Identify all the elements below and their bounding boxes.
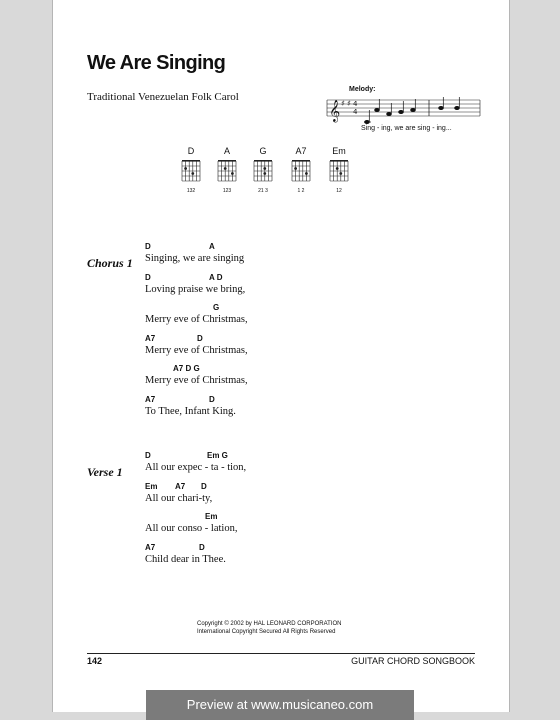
lyric-text: All our expec - ta - tion,: [145, 462, 247, 473]
chord-row: [145, 543, 226, 553]
song-title: We Are Singing: [87, 52, 226, 74]
chord-diagram-name: Em: [332, 146, 346, 156]
lyric-text: Merry eve of Christmas,: [145, 344, 248, 356]
chord-symbol: D: [197, 333, 203, 343]
lyric-text: Singing, we are singing: [145, 253, 245, 264]
song-subtitle: Traditional Venezuelan Folk Carol: [87, 91, 239, 103]
chord-diagram-name: A: [223, 146, 230, 156]
chord-symbol: G: [213, 303, 220, 312]
chord-symbol: A7: [145, 333, 156, 343]
chord-symbol: A7: [145, 542, 156, 552]
lyric-text: All our conso - lation,: [145, 523, 238, 534]
chord-grid: [180, 156, 202, 182]
chord-row: [145, 364, 248, 374]
chord-diagram-4: [325, 146, 353, 194]
chord-symbol: D: [209, 394, 215, 404]
chord-row: [145, 334, 248, 344]
lyric-text: Child dear in Thee.: [145, 553, 226, 565]
chord-diagram-name: A7: [295, 146, 307, 156]
chord-diagram-2: [249, 146, 277, 194]
lyric-line: [145, 364, 248, 387]
lyric-line: [145, 273, 245, 296]
lyric-line: [145, 543, 226, 566]
lyric-line: [145, 482, 212, 505]
chord-fingering: 123: [222, 188, 232, 194]
copyright-line: Copyright © 2002 by HAL LEONARD CORPORATION: [197, 621, 342, 627]
chord-row: [145, 451, 246, 461]
page-number: 142: [87, 656, 103, 666]
chord-row: [145, 273, 245, 283]
svg-text:4: 4: [353, 108, 358, 116]
lyric-line: [145, 303, 248, 326]
chord-diagram-name: G: [259, 146, 267, 156]
svg-text:𝄞: 𝄞: [329, 100, 341, 122]
lyric-text: Merry eve of Christmas,: [145, 375, 248, 386]
chord-row: [145, 482, 212, 492]
chord-grid: [216, 156, 238, 182]
chord-symbol: A7 D G: [173, 364, 200, 373]
melody-label: Melody:: [349, 86, 376, 93]
chord-row: [145, 512, 237, 522]
chord-symbol: Em: [145, 481, 158, 491]
lyric-line: [145, 242, 244, 265]
chord-diagram-0: [177, 146, 205, 194]
chord-row: [145, 242, 244, 252]
lyric-line: [145, 334, 248, 357]
lyric-line: [145, 395, 236, 418]
chord-row: [145, 303, 248, 313]
footer-rule: [87, 653, 475, 654]
chord-fingering: 1 2: [297, 188, 305, 194]
book-title: GUITAR CHORD SONGBOOK: [351, 656, 475, 666]
chord-symbol: Em: [205, 512, 218, 521]
lyric-text: To Thee, Infant King.: [145, 405, 236, 417]
chord-diagram-3: [287, 146, 315, 194]
chord-symbol: A: [209, 242, 215, 251]
chord-grid: [252, 156, 274, 182]
svg-text:♯: ♯: [347, 99, 351, 108]
chord-diagram-1: [213, 146, 241, 194]
section-label: Verse 1: [87, 465, 123, 479]
chord-fingering: 21 3: [258, 188, 268, 194]
chord-symbol: D: [199, 542, 205, 552]
chord-diagram-name: D: [187, 146, 195, 156]
lyric-text: Loving praise we bring,: [145, 283, 246, 295]
chord-symbol: A7: [145, 394, 156, 404]
chord-symbol: D: [145, 242, 151, 251]
copyright-rights-line: International Copyright Secured All Rights Reserved: [197, 629, 336, 635]
copyright-notice: [197, 620, 341, 636]
chord-grid: [290, 156, 312, 182]
melody-staff: [325, 92, 481, 126]
chord-symbol: D: [201, 481, 207, 491]
chord-symbol: Em G: [207, 451, 228, 460]
preview-banner[interactable]: Preview at www.musicaneo.com: [146, 690, 414, 720]
chord-symbol: A7: [175, 481, 186, 491]
chord-row: [145, 395, 236, 405]
melody-lyric: Sing - ing, we are sing - ing...: [361, 125, 452, 132]
chord-symbol: D: [145, 451, 151, 460]
chord-symbol: D: [145, 272, 151, 282]
svg-text:4: 4: [353, 100, 358, 108]
svg-text:♯: ♯: [341, 99, 345, 108]
sheet-music-page: [52, 0, 510, 712]
lyric-line: [145, 512, 237, 535]
lyric-text: Merry eve of Christmas,: [145, 314, 248, 325]
section-label: Chorus 1: [87, 256, 133, 270]
chord-grid: [328, 156, 350, 182]
chord-symbol: A D: [209, 272, 223, 282]
lyric-text: All our chari-ty,: [145, 492, 213, 504]
chord-fingering: 12: [336, 188, 342, 194]
chord-fingering: 132: [186, 188, 196, 194]
lyric-line: [145, 451, 246, 474]
